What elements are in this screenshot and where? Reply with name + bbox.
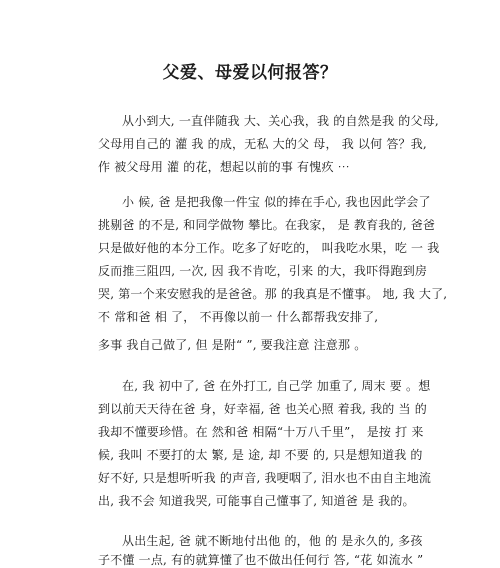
text-line: 作 被父母用 灌 的花，想起以前的事 有愧疚 ⋯ — [98, 160, 350, 174]
text-line: 父母用自己的 灌 我 的成，无私 大的父 母， 我 以何 答？我, — [98, 137, 427, 151]
text-line: 子不懂 一点, 有的就算懂了也不做出任何行 答, “花 如流水 ” — [98, 553, 424, 567]
text-line: 到以前天天待在爸 身，好幸福, 爸 也关心照 着我, 我的 当 的 — [98, 402, 427, 416]
text-line: 挑剔爸 的不是, 和同学做物 攀比。在我家， 是 教育我的, 爸爸 — [98, 218, 436, 232]
text-line: 哭, 第一个来安慰我的是爸爸。那 的我真是不懂事。 地, 我 大了, — [98, 287, 448, 301]
text-line: 出, 我不会 知道我哭, 可能事自己懂事了, 知道爸 是 我的。 — [98, 494, 415, 508]
article-title: 父爱、母爱以何报答？ — [162, 63, 338, 83]
text-line: 好不好, 只是想听听我 的声音, 我哽咽了, 泪水也不由自主地流 — [98, 471, 432, 485]
text-line: 我却不懂要珍惜。在 然和爸 相隔“十万八千里”， 是按 打 来 — [98, 425, 424, 439]
text-line: 不 常和爸 相 了， 不再像以前一 什么都帮我安排了, — [98, 310, 379, 324]
text-line: 从小到大, 一直伴随我 大、关心我，我 的自然是我 的父母, — [122, 114, 439, 128]
text-line: 候, 我叫 不要打的太 繁, 是 途, 却 不要 的, 只是想知道我 的 — [98, 448, 423, 462]
text-line: 多事 我自己做了, 但 是附“ ”, 要我注意 注意那 。 — [98, 338, 367, 352]
text-line: 在, 我 初中了, 爸 在外打工, 自己学 加重了, 周末 要 。想 — [122, 379, 431, 393]
text-line: 反而推三阻四, 一次, 因 我不肯吃，引来 的大，我吓得跑到房 — [98, 264, 428, 278]
text-line: 只是做好他的本分工作。吃多了好吃的， 叫我吃水果，吃 一 我 — [98, 241, 440, 255]
text-line: 小 候, 爸 是把我像一件宝 似的捧在手心, 我也因此学会了 — [122, 195, 431, 209]
text-line: 从出生起, 爸 就不断地付出他 的，他 的 是永久的, 多孩 — [122, 534, 423, 548]
